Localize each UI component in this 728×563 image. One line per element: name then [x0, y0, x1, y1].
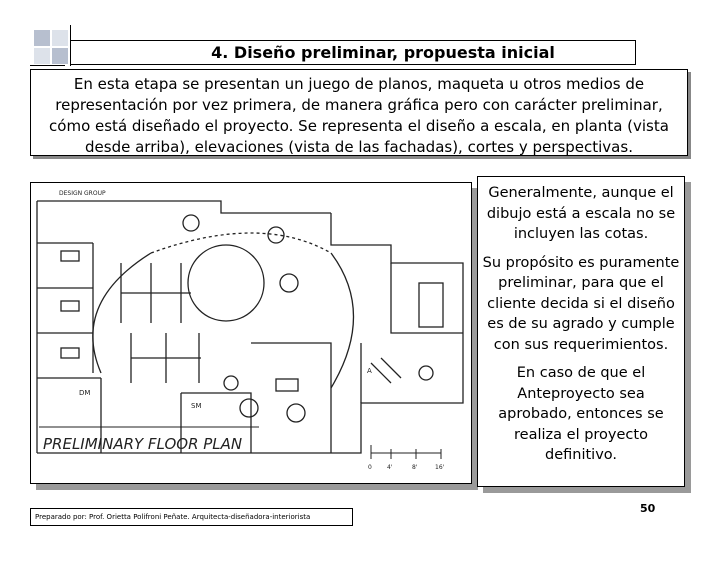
side-paragraph: Su propósito es puramente preliminar, para que el cliente decida si el diseño es de su agrado y cumple con sus requerimientos. — [482, 254, 680, 353]
side-paragraph: En caso de que el Anteproyecto sea aprobado, entonces se realiza el proyecto definitivo. — [498, 365, 664, 463]
scale-label: 0 — [368, 464, 372, 471]
scale-label: 16' — [435, 464, 445, 471]
slide-title-bar — [70, 40, 636, 65]
footer-box — [30, 508, 353, 526]
page-number: 50 — [640, 502, 656, 515]
scale-label: 4' — [387, 464, 393, 471]
slide-title: 4. Diseño preliminar, propuesta inicial — [211, 43, 555, 62]
decor-square — [34, 30, 50, 46]
decor-line — [30, 65, 65, 66]
side-paragraph: Generalmente, aunque el dibujo está a escala no se incluyen las cotas. — [486, 185, 676, 242]
intro-text: En esta etapa se presentan un juego de planos, maqueta u otros medios de representación por vez primera, de manera gráfica pero con carácter preliminar, cómo está diseñado el proyecto. Se representa el diseño a escala, en planta (vista desde arriba), elevaciones (vista de las fachadas), cortes y perspectivas. — [49, 75, 669, 156]
room-label: SM — [191, 402, 202, 410]
floor-plan-image — [30, 182, 472, 484]
decor-square — [52, 30, 68, 46]
decor-square — [52, 48, 68, 64]
side-text-box — [477, 176, 685, 487]
decor-square — [34, 48, 50, 64]
plan-firm: DESIGN GROUP — [59, 190, 106, 197]
floor-plan-drawing — [31, 183, 471, 483]
footer-text: Preparado por: Prof. Orietta Polifroni Peñate. Arquitecta-diseñadora-interiorista — [35, 513, 311, 521]
scale-label: 8' — [412, 464, 418, 471]
room-label: DM — [79, 389, 91, 397]
plan-caption: PRELIMINARY FLOOR PLAN — [43, 435, 243, 453]
intro-text-box — [30, 69, 688, 156]
room-label: A — [367, 367, 372, 375]
